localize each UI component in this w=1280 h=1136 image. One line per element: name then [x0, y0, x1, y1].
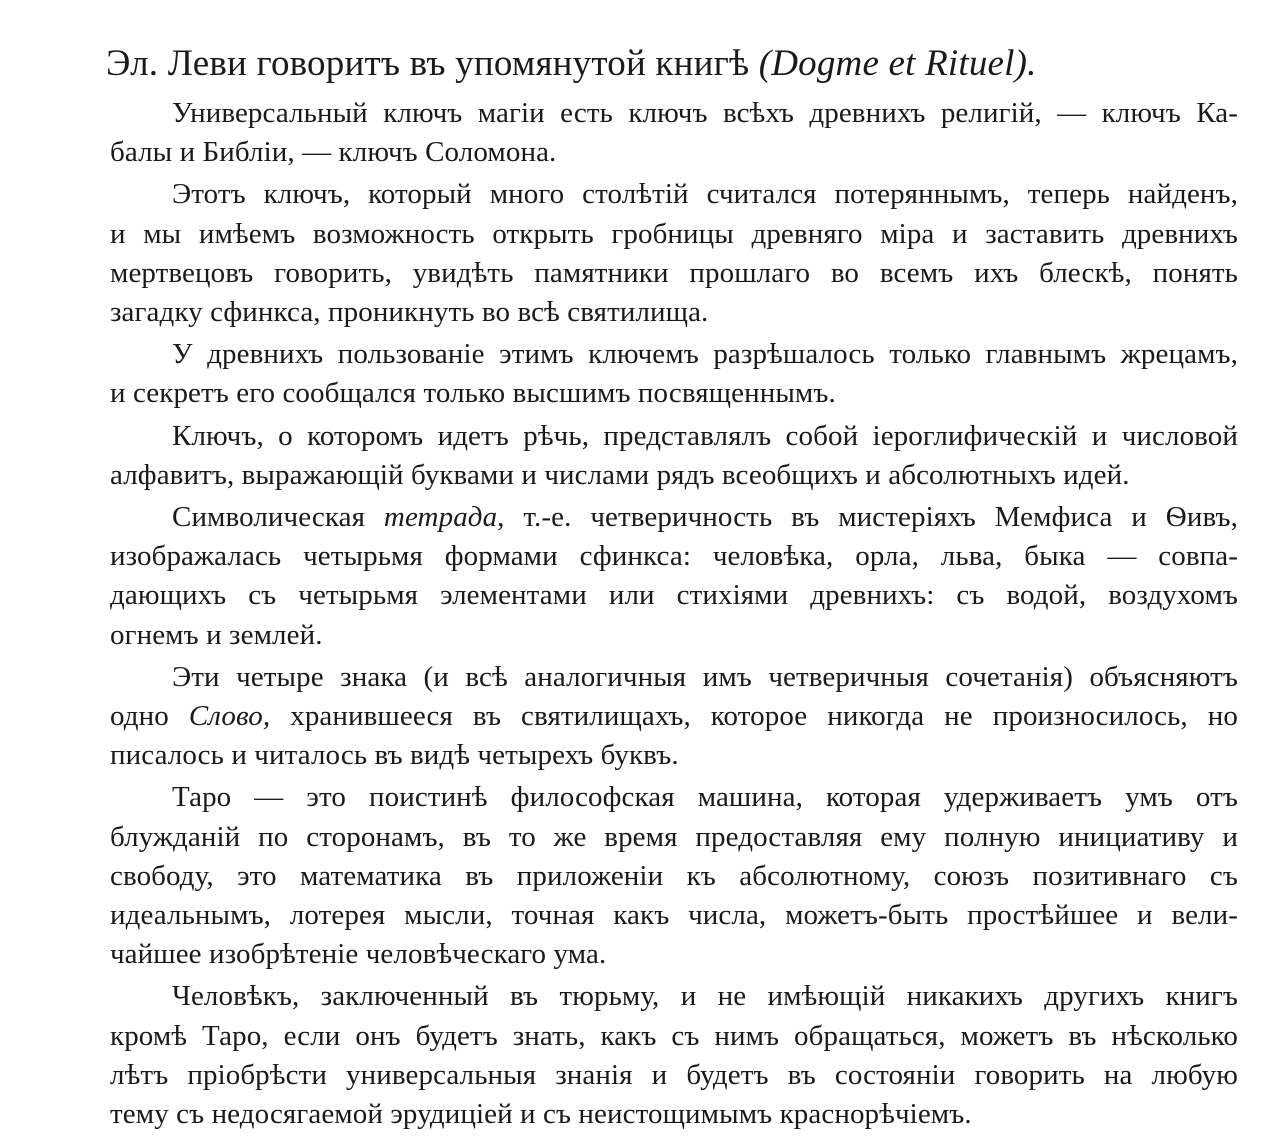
- text-line: Эти четыре знака (и всѣ аналогичныя имъ четверичныя сочетанія) объясняютъ: [172, 660, 1238, 693]
- paragraph-4: [48, 417, 1238, 495]
- text-line: кромѣ Таро, если онъ будетъ знать, какъ съ нимъ обращаться, можетъ въ нѣсколько: [110, 1019, 1238, 1052]
- paragraph-6: [48, 658, 1238, 776]
- text-segment: Символическая: [172, 501, 384, 534]
- text-line: Этотъ ключъ, который много столѣтій считался потеряннымъ, теперь найденъ,: [172, 178, 1238, 211]
- text-line: и мы имѣемъ возможность открыть гробницы древняго міра и заставить древнихъ: [110, 217, 1238, 250]
- text-segment: хранившееся въ святилищахъ, которое никогда не произносилось, но: [270, 700, 1238, 733]
- text-line: Таро — это поистинѣ философская машина, которая удерживаетъ умъ отъ: [172, 781, 1238, 814]
- text-line: алфавитъ, выражающій буквами и числами рядъ всеобщихъ и абсолютныхъ идей.: [110, 458, 1130, 491]
- text-line: свободу, это математика въ приложеніи къ абсолютному, союзъ позитивнаго съ: [110, 859, 1238, 892]
- text-line: идеальнымъ, лотерея мысли, точная какъ числа, можетъ-быть простѣйшее и вели-: [110, 899, 1238, 932]
- text-line: тему съ недосягаемой эрудиціей и съ неистощимымъ краснорѣчіемъ.: [110, 1098, 972, 1131]
- text-line: Человѣкъ, заключенный въ тюрьму, и не имѣющій никакихъ другихъ книгъ: [172, 980, 1238, 1013]
- heading-book-title: (Dogme et Rituel).: [758, 43, 1037, 84]
- text-line: блужданій по сторонамъ, въ то же время предоставляя ему полную инициативу и: [110, 820, 1238, 853]
- page-heading: [48, 40, 1238, 88]
- text-line: лѣтъ пріобрѣсти универсальныя знанія и будетъ въ состояніи говорить на любую: [110, 1058, 1238, 1091]
- text-line: загадку сфинкса, проникнуть во всѣ святилища.: [110, 296, 709, 329]
- text-line: балы и Библіи, — ключъ Соломона.: [110, 136, 557, 169]
- text-line: дающихъ съ четырьмя элементами или стихіями древнихъ: съ водой, воздухомъ: [110, 579, 1238, 612]
- paragraph-7: [48, 778, 1238, 974]
- paragraph-2: [48, 175, 1238, 332]
- text-line-with-italic: [48, 697, 1238, 736]
- paragraph-1: [48, 94, 1238, 172]
- text-line: мертвецовъ говорить, увидѣть памятники прошлаго во всемъ ихъ блескѣ, понять: [110, 256, 1238, 289]
- text-line: и секретъ его сообщался только высшимъ посвященнымъ.: [110, 377, 836, 410]
- text-line: огнемъ и землей.: [110, 618, 323, 651]
- text-segment: одно: [110, 700, 189, 733]
- italic-term: Слово,: [188, 700, 271, 733]
- document-page: [48, 40, 1238, 1134]
- text-line: Ключъ, о которомъ идетъ рѣчь, представлялъ собой іероглифическій и числовой: [172, 419, 1238, 452]
- text-line: У древнихъ пользованіе этимъ ключемъ разрѣшалось только главнымъ жрецамъ,: [172, 338, 1238, 371]
- text-line: писалось и читалось въ видѣ четырехъ буквъ.: [110, 739, 679, 772]
- paragraph-5: [48, 498, 1238, 655]
- paragraph-3: [48, 335, 1238, 413]
- heading-text: Эл. Леви говоритъ въ упомянутой книгѣ: [106, 43, 759, 84]
- text-line: Универсальный ключъ магіи есть ключъ всѣхъ древнихъ религій, — ключъ Ка-: [172, 97, 1238, 129]
- text-line: чайшее изобрѣтеніе человѣческаго ума.: [110, 938, 607, 971]
- text-line: изображалась четырьмя формами сфинкса: человѣка, орла, льва, быка — совпа-: [110, 540, 1238, 573]
- text-line-with-italic: [48, 498, 1238, 537]
- paragraph-8: [48, 977, 1238, 1134]
- italic-term: тетрада,: [383, 501, 505, 534]
- text-segment: т.-е. четверичность въ мистеріяхъ Мемфиса и Ѳивъ,: [504, 501, 1238, 534]
